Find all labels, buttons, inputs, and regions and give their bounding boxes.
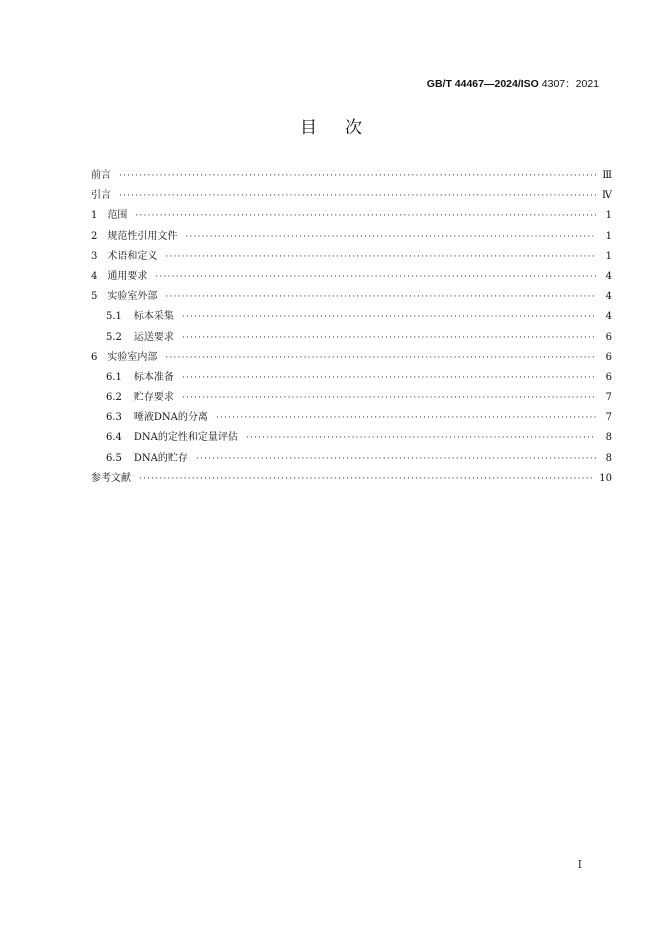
- toc-dot-leader: [196, 449, 596, 469]
- page-number: I: [577, 858, 582, 871]
- toc-dot-leader: [119, 186, 596, 206]
- toc-entry-number: 4: [91, 270, 98, 282]
- toc-entry-page: 6: [605, 351, 612, 363]
- toc-entry-label: 贮存要求: [133, 392, 174, 404]
- toc-entry-number: 6.4: [106, 432, 122, 444]
- toc-dot-leader: [185, 227, 596, 247]
- toc-dot-leader: [135, 206, 596, 226]
- toc-entry[interactable]: [91, 287, 612, 307]
- toc-entry-label: DNA的贮存: [133, 452, 188, 464]
- standard-code: [427, 76, 599, 91]
- toc-entry-number: 6.5: [106, 452, 122, 464]
- toc-entry-label: 实验室内部: [107, 351, 158, 363]
- table-of-contents: [91, 166, 612, 489]
- toc-dot-leader: [216, 408, 596, 428]
- toc-entry-page: 7: [605, 412, 612, 424]
- toc-entry-page: 7: [605, 392, 612, 404]
- toc-dot-leader: [119, 166, 596, 186]
- toc-dot-leader: [182, 388, 596, 408]
- toc-entry-number: 5.1: [106, 311, 122, 323]
- toc-entry-label: 前言: [91, 170, 111, 181]
- toc-entry[interactable]: [91, 348, 612, 368]
- toc-entry[interactable]: [91, 227, 612, 247]
- toc-entry-number: 5: [91, 291, 98, 303]
- toc-entry-page: 1: [605, 210, 612, 222]
- toc-entry[interactable]: [91, 428, 612, 448]
- toc-dot-leader: [182, 328, 596, 348]
- toc-entry-number: 6: [91, 351, 98, 363]
- toc-entry-label: 参考文献: [91, 472, 131, 484]
- toc-entry-page: 6: [605, 331, 612, 343]
- toc-entry-label: 规范性引用文件: [107, 230, 178, 242]
- toc-entry-number: 6.3: [106, 412, 122, 424]
- toc-entry[interactable]: [91, 408, 612, 428]
- toc-entry-page: Ⅳ: [602, 190, 612, 202]
- toc-dot-leader: [139, 469, 593, 489]
- toc-entry-number: 3: [91, 250, 98, 262]
- toc-entry-label: 唾液DNA的分离: [133, 412, 208, 424]
- iso-prefix: ISO: [520, 78, 539, 90]
- toc-entry-page: 1: [605, 250, 612, 262]
- toc-entry-page: 10: [599, 472, 612, 484]
- toc-entry[interactable]: [91, 328, 612, 348]
- page-title: 目次: [300, 118, 390, 138]
- toc-entry[interactable]: [91, 388, 612, 408]
- toc-entry-label: 范围: [107, 210, 128, 222]
- iso-number: 4307：2021: [538, 78, 599, 90]
- toc-entry-page: 8: [605, 452, 612, 464]
- toc-entry-number: 6.1: [106, 371, 122, 383]
- toc-entry-page: 8: [605, 432, 612, 444]
- toc-entry[interactable]: [91, 206, 612, 226]
- toc-entry-page: 6: [605, 371, 612, 383]
- toc-entry-label: 标本采集: [133, 311, 174, 323]
- toc-dot-leader: [246, 428, 596, 448]
- toc-dot-leader: [182, 368, 596, 388]
- toc-entry[interactable]: [91, 449, 612, 469]
- toc-dot-leader: [165, 287, 596, 307]
- toc-entry[interactable]: [91, 186, 612, 206]
- standard-code-number: /T 44467—2024/: [442, 78, 521, 90]
- toc-dot-leader: [155, 267, 596, 287]
- toc-entry[interactable]: [91, 307, 612, 327]
- toc-entry[interactable]: [91, 247, 612, 267]
- toc-entry-number: 2: [91, 230, 98, 242]
- toc-entry-label: 运送要求: [133, 331, 174, 343]
- toc-entry-label: 标本准备: [133, 371, 174, 383]
- toc-entry[interactable]: [91, 267, 612, 287]
- toc-entry-number: 6.2: [106, 392, 122, 404]
- standard-code-prefix: GB: [426, 78, 443, 90]
- toc-entry-label: 通用要求: [107, 270, 148, 282]
- toc-entry-number: 5.2: [106, 331, 122, 343]
- toc-entry-label: DNA的定性和定量评估: [133, 432, 238, 444]
- toc-entry-page: 4: [605, 270, 612, 282]
- toc-entry-label: 引言: [91, 190, 111, 202]
- toc-dot-leader: [165, 247, 596, 267]
- toc-entry-page: 4: [605, 311, 612, 323]
- toc-entry-label: 术语和定义: [107, 250, 158, 262]
- toc-entry[interactable]: [91, 166, 612, 186]
- toc-entry-number: 1: [91, 210, 98, 222]
- toc-dot-leader: [182, 307, 596, 327]
- toc-dot-leader: [165, 348, 596, 368]
- toc-entry[interactable]: [91, 469, 612, 489]
- toc-entry[interactable]: [91, 368, 612, 388]
- toc-entry-page: Ⅲ: [602, 170, 612, 181]
- toc-entry-page: 4: [605, 291, 612, 303]
- toc-entry-page: 1: [605, 230, 612, 242]
- toc-entry-label: 实验室外部: [107, 291, 158, 303]
